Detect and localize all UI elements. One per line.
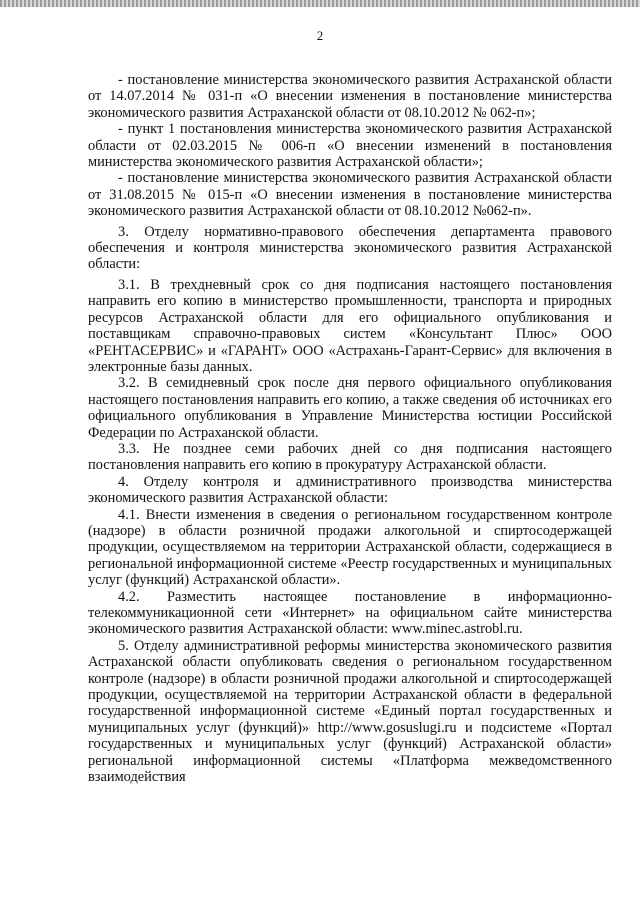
- document-body: [88, 72, 612, 785]
- paragraph-repeal-item-2: - пункт 1 постановления министерства экономического развития Астраханской области от 02.03.2015 № 006-п «О внесении изменений в постановления министерства экономического развития Астраханской области»;: [88, 121, 612, 171]
- paragraph-repeal-item-1: - постановление министерства экономического развития Астраханской области от 14.07.2014 № 031-п «О внесении изменения в постановление министерства экономического развития Астраханской области от 08.10.2012 № 062-п»;: [88, 72, 612, 121]
- page-number: 2: [316, 28, 324, 43]
- paragraph-clause-3-2: 3.2. В семидневный срок после дня первого официального опубликования настоящего постановления направить его копию, а также сведения об источниках его официального опубликования в Управление Министерства юстиции Российской Федерации по Астраханской области.: [88, 375, 612, 441]
- paragraph-clause-3-1: 3.1. В трехдневный срок со дня подписания настоящего постановления направить его копию в министерство промышленности, транспорта и природных ресурсов Астраханской области для его официального опубликования и поставщикам справочно-правовых систем «Консультант Плюс» ООО «РЕНТАСЕРВИС» и «ГАРАНТ» ООО «Астрахань-Гарант-Сервис» для включения в электронные базы данных.: [88, 276, 612, 375]
- paragraph-clause-4-1: 4.1. Внести изменения в сведения о региональном государственном контроле (надзоре) в области розничной продажи алкогольной и спиртосодержащей продукции, осуществляемом на территории Астраханской области, содержащиеся в региональной информационной системе «Реестр государственных и муниципальных услуг (функций) Астраханской области».: [88, 506, 612, 589]
- paragraph-clause-4: 4. Отделу контроля и административного производства министерства экономического развития Астраханской области:: [88, 473, 612, 507]
- paragraph-clause-5: 5. Отделу административной реформы министерства экономического развития Астраханской области опубликовать сведения о региональном государственном контроле (надзоре) в области розничной продажи алкогольной и спиртосодержащей продукции, осуществляемой на территории Астраханской области в федеральной государственной информационной системе «Единый портал государственных и муниципальных услуг (функций)» http://www.gosuslugi.ru и подсистеме «Портал государственных и муниципальных услуг (функций) Астраханской области» региональной информационной системы «Платформа межведомственного взаимодействия: [88, 637, 612, 786]
- paragraph-clause-3: 3. Отделу нормативно-правового обеспечения департамента правового обеспечения и контроля министерства экономического развития Астраханской области:: [88, 223, 612, 273]
- paragraph-clause-3-3: 3.3. Не позднее семи рабочих дней со дня подписания настоящего постановления направить его копию в прокуратуру Астраханской области.: [88, 440, 612, 474]
- paragraph-repeal-item-3: - постановление министерства экономического развития Астраханской области от 31.08.2015 № 015-п «О внесении изменения в постановление министерства экономического развития Астраханской области от 08.10.2012 №062-п».: [88, 170, 612, 220]
- paragraph-clause-4-2: 4.2. Разместить настоящее постановление в информационно-телекоммуникационной сети «Интернет» на официальном сайте министерства экономического развития Астраханской области: www.minec.astrobl.ru.: [88, 588, 612, 638]
- scan-edge-artifact: [0, 0, 640, 7]
